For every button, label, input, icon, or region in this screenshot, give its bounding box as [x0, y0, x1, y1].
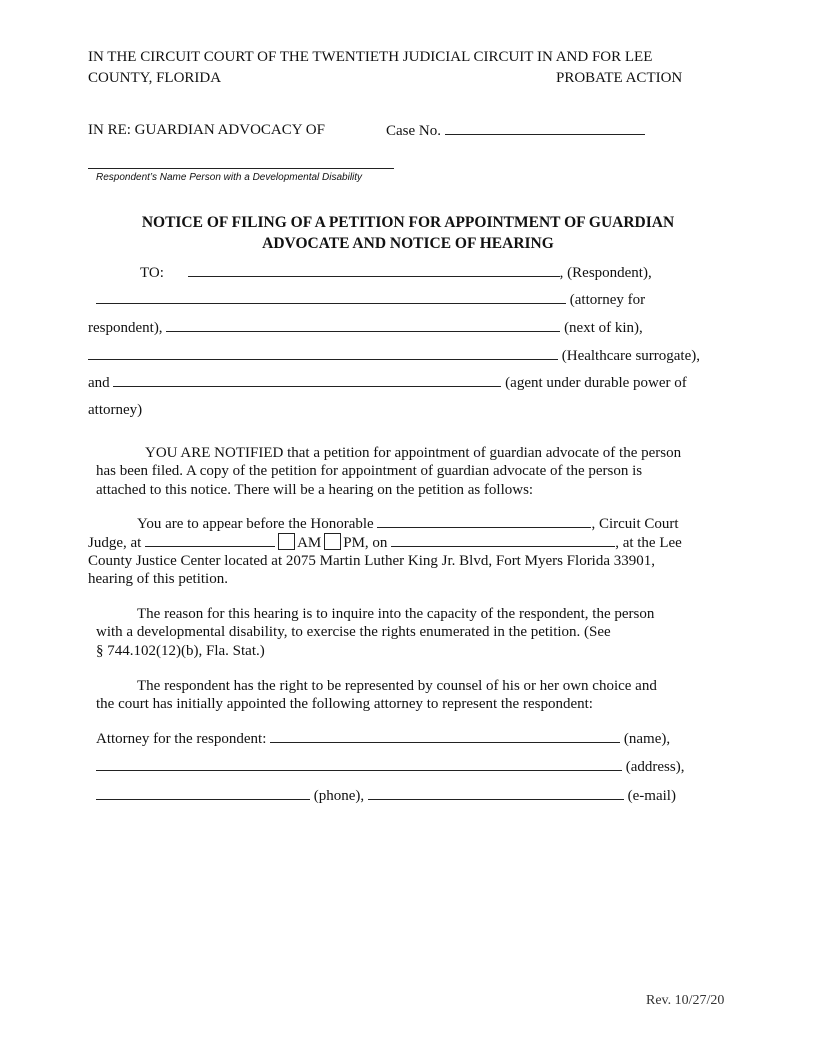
agent-label: (agent under durable power of: [505, 375, 687, 391]
attorney-for-label: (attorney for: [569, 292, 646, 308]
pm-checkbox[interactable]: [324, 533, 341, 550]
respondent-label: , (Respondent),: [559, 265, 652, 281]
counsel-line-2: the court has initially appointed the following attorney to represent the respondent:: [96, 696, 593, 712]
hearing-time-field[interactable]: [145, 533, 275, 547]
attorney-email-field[interactable]: [368, 786, 624, 800]
healthcare-row: [88, 346, 700, 365]
attorney-for-row: [96, 290, 645, 309]
agent-row: [88, 373, 687, 392]
judge-at-label: Judge, at: [88, 535, 142, 551]
respondent-name-line[interactable]: [88, 168, 394, 169]
am-label: AM: [297, 535, 322, 551]
case-no-field[interactable]: [445, 121, 645, 135]
to-label: TO:: [140, 265, 164, 281]
reason-line-3: § 744.102(12)(b), Fla. Stat.): [96, 643, 265, 659]
am-checkbox[interactable]: [278, 533, 295, 550]
honorable-label: You are to appear before the Honorable: [137, 516, 374, 532]
counsel-line-1: The respondent has the right to be represented by counsel of his or her own choice and: [137, 678, 657, 694]
hearing-line-2: [88, 533, 682, 553]
healthcare-label: (Healthcare surrogate),: [561, 348, 701, 364]
court-line-1: IN THE CIRCUIT COURT OF THE TWENTIETH JUDICIAL CIRCUIT IN AND FOR LEE: [88, 49, 653, 65]
next-of-kin-row: [88, 318, 643, 337]
hearing-date-field[interactable]: [391, 533, 615, 547]
respondent-field[interactable]: [188, 263, 560, 277]
attorney-address-label: (address),: [625, 759, 685, 775]
attorney-label: Attorney for the respondent:: [96, 731, 267, 747]
next-of-kin-label: (next of kin),: [564, 320, 643, 336]
hearing-line-3: County Justice Center located at 2075 Martin Luther King Jr. Blvd, Fort Myers Florida 33901,: [88, 553, 656, 569]
notice-title-line1: NOTICE OF FILING OF A PETITION FOR APPOINTMENT OF GUARDIAN: [141, 214, 675, 231]
notice-line-2: has been filed. A copy of the petition for appointment of guardian advocate of the person is: [96, 463, 643, 479]
next-of-kin-field[interactable]: [166, 318, 560, 332]
agent-field[interactable]: [113, 373, 501, 387]
at-lee-label: , at the Lee: [615, 535, 682, 551]
pm-label: PM, on: [343, 535, 388, 551]
attorney-address-field[interactable]: [96, 757, 622, 771]
attorney-address-row: [96, 757, 684, 776]
court-line-2: COUNTY, FLORIDA: [88, 70, 222, 86]
hearing-line-4: hearing of this petition.: [88, 571, 228, 587]
attorney-name-field[interactable]: [270, 729, 620, 743]
attorney-phone-field[interactable]: [96, 786, 310, 800]
hearing-line-1: [137, 514, 679, 534]
attorney-name-row: [96, 729, 670, 748]
notice-line-1: YOU ARE NOTIFIED that a petition for appointment of guardian advocate of the person: [145, 445, 682, 461]
attorney-email-label: (e-mail): [627, 788, 676, 804]
to-row: [140, 263, 652, 282]
respondent-name-caption: Respondent’s Name Person with a Developmental Disability: [96, 172, 363, 183]
probate-action-label: PROBATE ACTION: [556, 70, 683, 86]
attorney-name-label: (name),: [623, 731, 671, 747]
case-no-row: [386, 121, 645, 140]
case-no-label: Case No.: [386, 123, 441, 139]
in-re-label: IN RE: GUARDIAN ADVOCACY OF: [88, 122, 325, 138]
healthcare-surrogate-field[interactable]: [88, 346, 558, 360]
notice-title-line2: ADVOCATE AND NOTICE OF HEARING: [262, 235, 554, 252]
and-label: and: [88, 375, 110, 391]
attorney-phone-label: (phone),: [313, 788, 365, 804]
circuit-court-label: , Circuit Court: [591, 516, 679, 532]
revision-date: Rev. 10/27/20: [646, 993, 725, 1008]
attorney-close: attorney): [88, 402, 143, 418]
reason-line-2: with a developmental disability, to exercise the rights enumerated in the petition. (See: [96, 624, 611, 640]
judge-name-field[interactable]: [377, 514, 591, 528]
respondent-prefix: respondent),: [88, 320, 163, 336]
reason-line-1: The reason for this hearing is to inquire into the capacity of the respondent, the person: [137, 606, 655, 622]
attorney-for-respondent-field[interactable]: [96, 290, 566, 304]
attorney-contact-row: [96, 786, 676, 805]
notice-line-3: attached to this notice. There will be a hearing on the petition as follows:: [96, 482, 534, 498]
